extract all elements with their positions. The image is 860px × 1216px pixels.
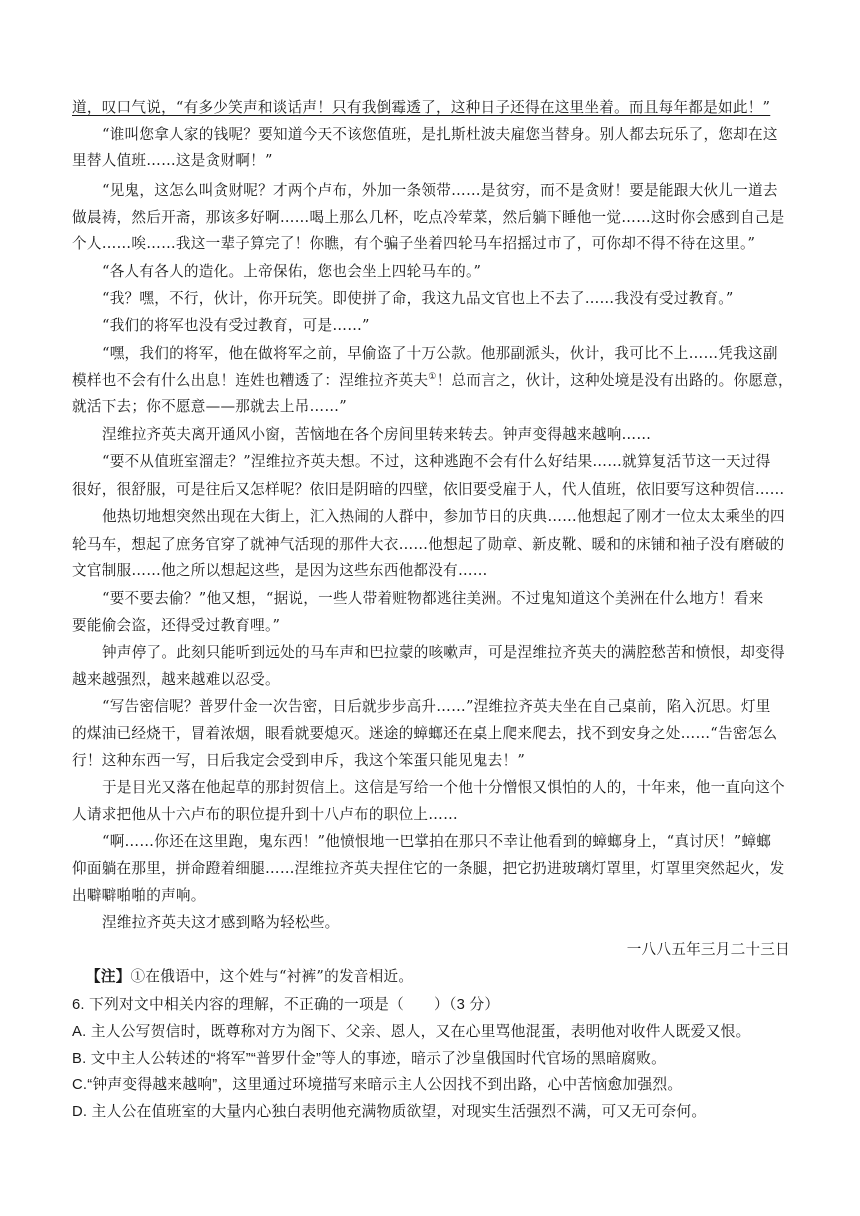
- passage-line: “谁叫您拿人家的钱呢？要知道今天不该您值班，是扎斯杜波夫雇您当替身。别人都去玩乐了，您却在这: [102, 126, 778, 143]
- passage-line: “我们的将军也没有受过教育，可是……”: [102, 317, 370, 334]
- date-line: 一八八五年三月二十三日: [626, 941, 790, 958]
- passage-line: 的煤油已经烧干，冒着浓烟，眼看就要熄灭。迷途的蟑螂还在桌上爬来爬去，找不到安身之处……“告密怎么: [72, 725, 778, 742]
- passage-line: “要不从值班室溜走？”涅维拉齐英夫想。不过，这种逃跑不会有什么好结果……就算复活节这一天过得: [102, 453, 771, 470]
- option-c: C.“钟声变得越来越响”，这里通过环境描写来暗示主人公因找不到出路，心中苦恼愈加强烈。: [72, 1077, 683, 1093]
- passage-line: 模样也不会有什么出息！连姓也糟透了：涅维拉齐英夫①！总而言之，伙计，这种处境是没有出路的。你愿意，: [72, 372, 793, 389]
- passage-line: 他热切地想突然出现在大街上，汇入热闹的人群中，参加节日的庆典……他想起了刚才一位太太乘坐的四: [102, 508, 785, 525]
- passage-line: “要不要去偷？”他又想，“据说，一些人带着赃物都逃往美洲。不过鬼知道这个美洲在什么地方！看来: [102, 590, 764, 607]
- option-b: B. 文中主人公转述的“将军”“普罗什金”等人的事迹，暗示了沙皇俄国时代官场的黑暗腐败。: [72, 1051, 667, 1067]
- passage-line: 道，叹口气说，“有多少笑声和谈话声！只有我倒霉透了，这种日子还得在这里坐着。而且每年都是如此！”: [72, 99, 771, 116]
- passage-line: 就活下去；你不愿意——那就去上吊……”: [72, 398, 347, 415]
- option-d: D. 主人公在值班室的大量内心独白表明他充满物质欲望，对现实生活强烈不满，可又无可奈何。: [72, 1104, 707, 1120]
- passage-line: “我？嘿，不行，伙计，你开玩笑。即使拼了命，我这九品文官也上不去了……我没有受过教育。”: [102, 290, 734, 307]
- passage-line: 钟声停了。此刻只能听到远处的马车声和巴拉蒙的咳嗽声，可是涅维拉齐英夫的满腔愁苦和愤恨，却变得: [102, 644, 785, 661]
- footnote: [86, 967, 804, 987]
- passage-line: 越来越强烈，越来越难以忍受。: [72, 671, 280, 688]
- passage-line: 人请求把他从十六卢布的职位提升到十八卢布的职位上……: [72, 806, 458, 823]
- passage-line: “嘿，我们的将军，他在做将军之前，早偷盗了十万公款。他那副派头，伙计，我可比不上……凭我这副: [102, 345, 778, 362]
- passage-line: 涅维拉齐英夫这才感到略为轻松些。: [102, 914, 340, 931]
- passage-line: 里替人值班……这是贪财啊！”: [72, 152, 273, 169]
- passage-line: 仰面躺在那里，拼命蹬着细腿……涅维拉齐英夫捏住它的一条腿，把它扔进玻璃灯罩里，灯罩里突然起火，发: [72, 860, 785, 877]
- passage-line: “啊……你还在这里跑，鬼东西！”他愤恨地一巴掌拍在那只不幸让他看到的蟑螂身上，“真讨厌！”蟑螂: [102, 833, 772, 850]
- passage-line: 很好，很舒服，可是往后又怎样呢？依旧是阴暗的四壁，依旧要受雇于人，代人值班，依旧要写这种贺信……: [72, 481, 785, 498]
- passage-line: 做晨祷，然后开斋，那该多好啊……喝上那么几杯，吃点冷荤菜，然后躺下睡他一觉……这时你会感到自己是: [72, 209, 785, 226]
- passage-line: 行！这种东西一写，日后我定会受到申斥，我这个笨蛋只能见鬼去！”: [72, 752, 526, 769]
- question-stem: 6. 下列对文中相关内容的理解，不正确的一项是（ ）（3 分）: [72, 997, 500, 1013]
- passage-line: 个人……唉……我这一辈子算完了！你瞧，有个骗子坐着四轮马车招摇过市了，可你却不得不待在这里。”: [72, 235, 756, 252]
- passage-line: 出噼噼啪啪的声响。: [72, 887, 206, 904]
- passage-line: “各人有各人的造化。上帝保佑，您也会坐上四轮马车的。”: [102, 263, 482, 280]
- passage-line: “见鬼，这怎么叫贪财呢？才两个卢布，外加一条领带……是贫穷，而不是贪财！要是能跟大伙儿一道去: [102, 182, 778, 199]
- passage-line: 文官制服……他之所以想起这些，是因为这些东西他都没有……: [72, 562, 488, 579]
- passage-line: 要能偷会盗，还得受过教育哩。”: [72, 617, 281, 634]
- passage-line: 于是目光又落在他起草的那封贺信上。这信是写给一个他十分憎恨又惧怕的人的，十年来，他一直向这个: [102, 779, 785, 796]
- footnote-marker: ①: [428, 372, 437, 383]
- passage-line: “写告密信呢？普罗什金一次告密，日后就步步高升……”涅维拉齐英夫坐在自己桌前，陷入沉思。灯里: [102, 698, 771, 715]
- passage-line: 轮马车，想起了庶务官穿了就神气活现的那件大衣……他想起了勋章、新皮靴、暖和的床铺和袖子没有磨破的: [72, 536, 785, 553]
- option-a: A. 主人公写贺信时，既尊称对方为阁下、父亲、恩人，又在心里骂他混蛋，表明他对收件人既爱又恨。: [72, 1024, 751, 1040]
- footnote-text: ①在俄语中，这个姓与“衬裤”的发音相近。: [130, 968, 414, 985]
- passage-line: 涅维拉齐英夫离开通风小窗，苦恼地在各个房间里转来转去。钟声变得越来越响……: [102, 426, 652, 443]
- footnote-label: 【注】: [86, 968, 131, 985]
